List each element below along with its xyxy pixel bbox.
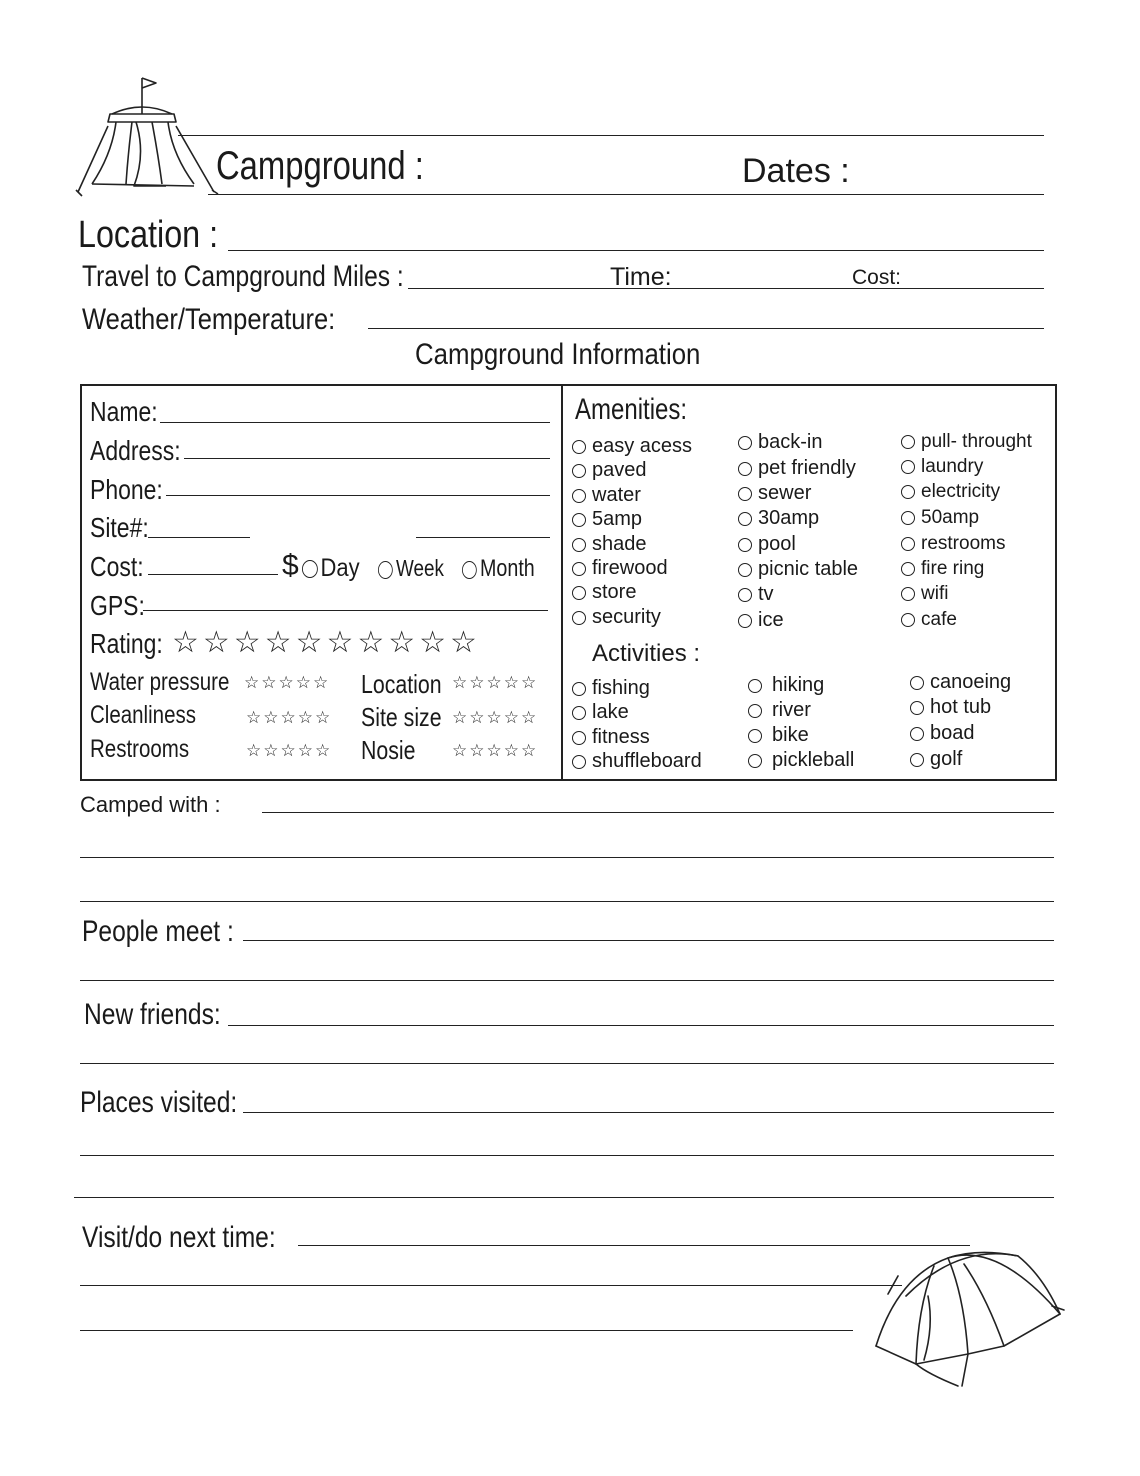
checkbox-circle[interactable] (748, 704, 762, 718)
option-label: sewer (758, 482, 812, 504)
noise-stars[interactable]: ☆☆☆☆☆ (452, 741, 539, 760)
amenity-option[interactable] (901, 584, 948, 603)
campground-label: Campground : (216, 144, 424, 188)
name-label: Name: (90, 396, 158, 427)
checkbox-circle[interactable] (572, 755, 586, 769)
cleanliness-label: Cleanliness (90, 701, 196, 729)
phone-input-line[interactable] (166, 495, 550, 496)
site-label: Site#: (90, 512, 149, 543)
checkbox-circle[interactable] (572, 562, 586, 576)
time-label: Time: (610, 263, 672, 291)
canopy-tent-illustration (72, 74, 222, 200)
checkbox-circle[interactable] (748, 729, 762, 743)
people-meet-line-1[interactable] (243, 940, 1054, 941)
activity-option[interactable] (572, 727, 650, 747)
activity-option[interactable] (748, 700, 811, 720)
checkbox-circle[interactable] (901, 460, 915, 474)
option-label: firewood (592, 557, 668, 579)
name-input-line[interactable] (160, 422, 550, 423)
activity-option[interactable] (748, 750, 854, 770)
checkbox-circle[interactable] (901, 587, 915, 601)
amenity-option[interactable] (572, 582, 636, 602)
amenity-option[interactable] (901, 457, 983, 476)
day-label: Day (320, 554, 360, 582)
activity-option[interactable] (910, 697, 991, 717)
restrooms-rating-label: Restrooms (90, 735, 190, 763)
week-radio[interactable] (378, 561, 393, 579)
amenity-option[interactable] (901, 482, 1000, 501)
travel-miles-label: Travel to Campground Miles : (82, 260, 404, 293)
option-label: wifi (921, 583, 949, 604)
water-pressure-stars[interactable]: ☆☆☆☆☆ (244, 673, 331, 692)
info-cost-input-line[interactable] (148, 574, 278, 575)
checkbox-circle[interactable] (910, 727, 924, 741)
new-friends-line-1[interactable] (228, 1025, 1054, 1026)
activity-option[interactable] (748, 725, 809, 745)
camped-with-line-2[interactable] (80, 857, 1054, 858)
checkbox-circle[interactable] (738, 588, 752, 602)
people-meet-line-2[interactable] (80, 980, 1054, 981)
activity-option[interactable] (572, 751, 702, 771)
amenity-option[interactable] (901, 610, 957, 629)
places-visited-line-1[interactable] (243, 1112, 1054, 1113)
option-label: back-in (758, 431, 823, 453)
places-visited-label: Places visited: (80, 1086, 238, 1119)
site-input-line[interactable] (148, 537, 250, 538)
water-pressure-label: Water pressure (90, 668, 230, 696)
activity-option[interactable] (910, 723, 975, 743)
activities-title: Activities : (592, 640, 701, 667)
option-label: fishing (592, 677, 650, 699)
cost-month-option[interactable] (462, 557, 535, 581)
new-friends-label: New friends: (84, 998, 221, 1031)
option-label: shuffleboard (592, 750, 702, 772)
amenities-title: Amenities: (575, 393, 688, 426)
checkbox-circle[interactable] (572, 513, 586, 527)
option-label: 30amp (758, 507, 820, 529)
amenity-option[interactable] (901, 508, 979, 527)
amenity-option[interactable] (738, 432, 822, 452)
amenity-option[interactable] (738, 458, 856, 478)
gps-input-line[interactable] (143, 610, 548, 611)
info-box-divider (561, 384, 563, 779)
checkbox-circle[interactable] (572, 706, 586, 720)
next-time-label: Visit/do next time: (82, 1221, 276, 1254)
location-label: Location : (78, 214, 219, 256)
option-label: 5amp (592, 508, 643, 530)
option-label: canoeing (930, 671, 1012, 693)
option-label: pickleball (772, 749, 855, 771)
phone-label: Phone: (90, 474, 163, 505)
checkbox-circle[interactable] (572, 489, 586, 503)
checkbox-circle[interactable] (910, 676, 924, 690)
camped-with-label: Camped with : (80, 792, 221, 817)
rating-label: Rating: (90, 628, 163, 659)
places-visited-line-2[interactable] (80, 1155, 1054, 1156)
amenity-option[interactable] (572, 534, 647, 554)
cost-week-option[interactable] (378, 557, 444, 580)
checkbox-circle[interactable] (901, 435, 915, 449)
gps-label: GPS: (90, 590, 145, 621)
cost-label: Cost: (852, 266, 902, 289)
currency-sign: $ (282, 549, 299, 582)
location-stars[interactable]: ☆☆☆☆☆ (452, 673, 539, 692)
option-label: fire ring (921, 558, 985, 579)
location-rating-label: Location (361, 669, 442, 699)
next-time-line-2[interactable] (80, 1285, 902, 1286)
option-label: cafe (921, 609, 957, 630)
next-time-line-3[interactable] (80, 1330, 853, 1331)
activity-option[interactable] (910, 749, 962, 769)
checkbox-circle[interactable] (572, 464, 586, 478)
address-input-line[interactable] (184, 458, 550, 459)
amenity-option[interactable] (738, 483, 811, 503)
activity-option[interactable] (748, 675, 824, 695)
checkbox-circle[interactable] (738, 512, 752, 526)
option-label: electricity (921, 481, 1001, 502)
cleanliness-stars[interactable]: ☆☆☆☆☆ (246, 708, 333, 727)
site-extra-line[interactable] (416, 537, 550, 538)
dates-label: Dates : (742, 152, 850, 190)
checkbox-circle[interactable] (572, 538, 586, 552)
checkbox-circle[interactable] (738, 462, 752, 476)
checkbox-circle[interactable] (572, 586, 586, 600)
checkbox-circle[interactable] (901, 613, 915, 627)
amenity-option[interactable] (738, 610, 784, 630)
checkbox-circle[interactable] (738, 487, 752, 501)
option-label: golf (930, 748, 963, 770)
info-cost-label: Cost: (90, 551, 144, 582)
noise-label: Nosie (361, 735, 416, 765)
camped-with-line-3[interactable] (80, 901, 1054, 902)
option-label: restrooms (921, 533, 1006, 554)
option-label: fitness (592, 726, 650, 748)
checkbox-circle[interactable] (572, 682, 586, 696)
checkbox-circle[interactable] (901, 511, 915, 525)
option-label: store (592, 581, 637, 603)
option-label: paved (592, 459, 647, 481)
activity-option[interactable] (572, 702, 629, 722)
option-label: hiking (772, 674, 825, 696)
checkbox-circle[interactable] (910, 701, 924, 715)
activity-option[interactable] (572, 678, 650, 698)
location-input-line[interactable] (228, 250, 1044, 251)
activity-option[interactable] (910, 672, 1011, 692)
new-friends-line-2[interactable] (80, 1063, 1054, 1064)
amenity-option[interactable] (738, 508, 819, 528)
amenity-option[interactable] (901, 534, 1005, 553)
checkbox-circle[interactable] (901, 562, 915, 576)
option-label: hot tub (930, 696, 992, 718)
amenity-option[interactable] (738, 534, 796, 554)
travel-miles-input-line[interactable] (408, 288, 1044, 289)
day-radio[interactable] (302, 560, 318, 578)
site-size-label: Site size (361, 702, 442, 732)
people-meet-label: People meet : (82, 915, 234, 948)
checkbox-circle[interactable] (738, 436, 752, 450)
option-label: lake (592, 701, 629, 723)
checkbox-circle[interactable] (901, 485, 915, 499)
amenity-option[interactable] (572, 509, 642, 529)
amenity-option[interactable] (572, 436, 692, 456)
rating-stars[interactable]: ☆☆☆☆☆☆☆☆☆☆ (172, 626, 481, 659)
option-label: easy acess (592, 435, 693, 457)
checkbox-circle[interactable] (572, 731, 586, 745)
section-title: Campground Information (415, 338, 701, 371)
option-label: ice (758, 609, 784, 631)
checkbox-circle[interactable] (748, 754, 762, 768)
option-label: boad (930, 722, 975, 744)
checkbox-circle[interactable] (738, 563, 752, 577)
site-size-stars[interactable]: ☆☆☆☆☆ (452, 708, 539, 727)
places-visited-line-3[interactable] (74, 1197, 1054, 1198)
amenity-option[interactable] (572, 485, 641, 505)
header-top-line (178, 135, 1044, 136)
restrooms-stars[interactable]: ☆☆☆☆☆ (246, 741, 333, 760)
option-label: pool (758, 533, 796, 555)
option-label: security (592, 606, 661, 628)
checkbox-circle[interactable] (901, 537, 915, 551)
checkbox-circle[interactable] (738, 538, 752, 552)
option-label: pull- throught (921, 431, 1032, 452)
amenity-option[interactable] (738, 584, 774, 604)
option-label: 50amp (921, 507, 980, 528)
weather-input-line[interactable] (368, 328, 1044, 329)
weather-label: Weather/Temperature: (82, 303, 336, 336)
checkbox-circle[interactable] (910, 753, 924, 767)
amenity-option[interactable] (572, 607, 661, 627)
amenity-option[interactable] (738, 559, 858, 579)
cost-day-option[interactable] (302, 556, 360, 581)
option-label: river (772, 699, 811, 721)
option-label: bike (772, 724, 809, 746)
camped-with-line-1[interactable] (262, 812, 1054, 813)
option-label: shade (592, 533, 647, 555)
option-label: picnic table (758, 558, 859, 580)
amenity-option[interactable] (901, 559, 984, 578)
checkbox-circle[interactable] (748, 679, 762, 693)
option-label: pet friendly (758, 457, 856, 479)
campground-input-line[interactable] (208, 194, 1044, 195)
checkbox-circle[interactable] (738, 614, 752, 628)
address-label: Address: (90, 435, 181, 466)
month-label: Month (480, 555, 535, 582)
amenity-option[interactable] (901, 432, 1032, 451)
option-label: tv (758, 583, 774, 605)
checkbox-circle[interactable] (572, 440, 586, 454)
checkbox-circle[interactable] (572, 611, 586, 625)
week-label: Week (396, 555, 444, 581)
amenity-option[interactable] (572, 460, 647, 480)
option-label: water (592, 484, 641, 506)
option-label: laundry (921, 456, 984, 477)
month-radio[interactable] (462, 561, 477, 579)
dome-tent-illustration (868, 1236, 1068, 1392)
amenity-option[interactable] (572, 558, 668, 578)
